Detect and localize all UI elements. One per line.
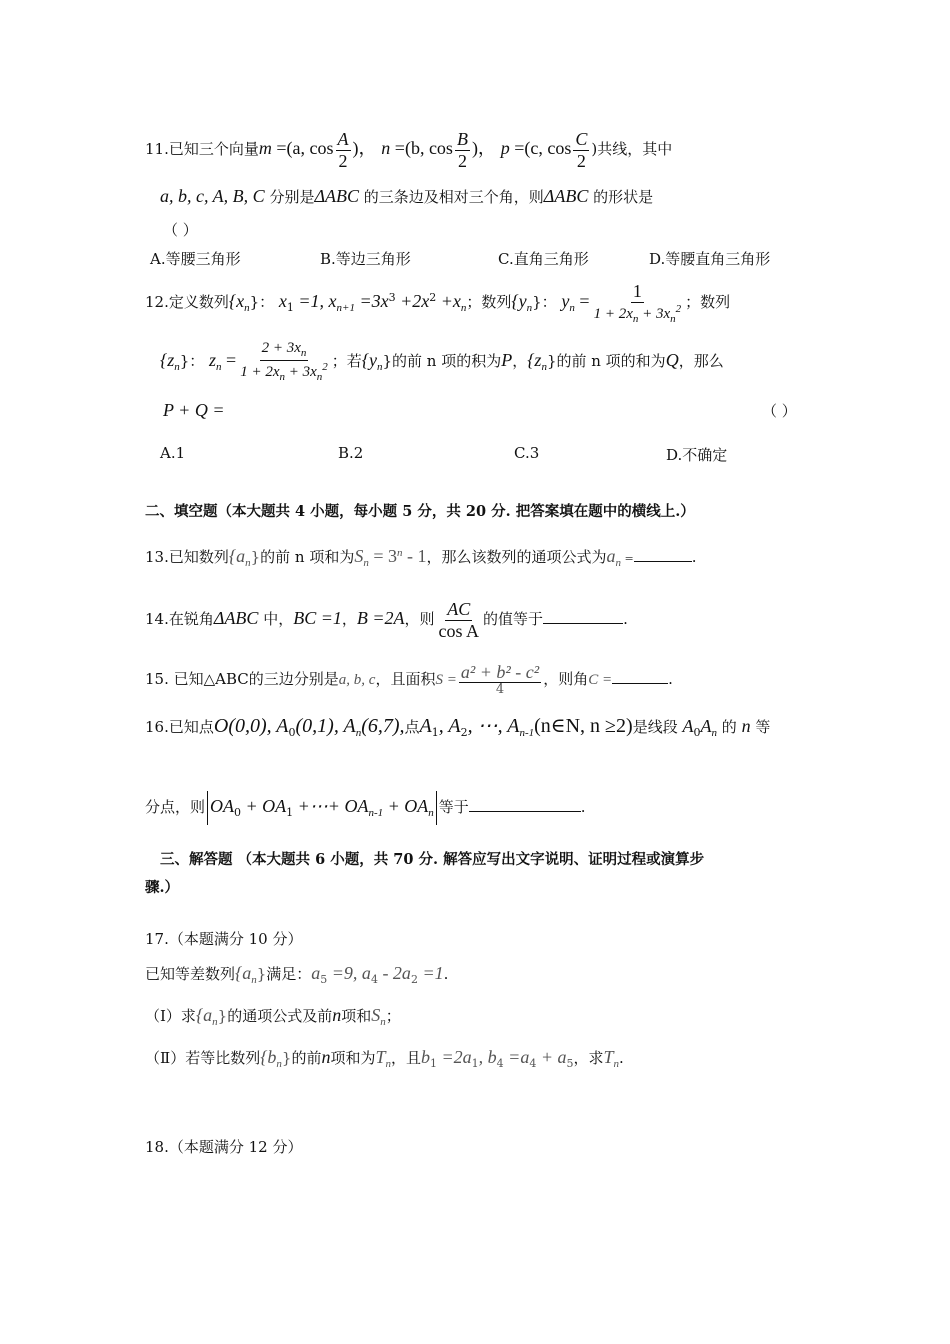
q12-number: 12. <box>145 293 169 311</box>
q11-answer-paren: （ ） <box>163 221 198 239</box>
q11-option-a: A.等腰三角形 <box>150 250 241 268</box>
q14-answer-blank[interactable] <box>543 623 623 624</box>
q14-line: 14.在锐角ΔABC 中，BC =1，B =2A，则 $\frac{AC}{\text{cos A}}$ 的值等于 . <box>145 598 628 641</box>
q16-line1: 16.已知点O(0,0), $A_0(0,1)$, $A_n(6,7)$,点$A_1$, $A_2$, ⋯, $A_{n-1}(n\in N$, n ≥2)是线段 $A_0A_n$ 的 n 等 <box>145 715 771 739</box>
q11-frac-a: $\frac{A}{2}$ <box>337 128 349 171</box>
q12-lead: 定义数列 <box>168 293 229 311</box>
q12-frac-z: $\frac{2 + 3x_n}{1 + 2x_n + 3x_n^2}$ <box>240 340 328 383</box>
q12-set-z: {z <box>160 350 175 370</box>
q13-set-a: {a <box>228 546 246 566</box>
q12-semi-1: ；数列 <box>466 293 512 311</box>
q17-part1: （Ⅰ）求$\{a_n\}$的通项公式及前n项和$S_n$； <box>145 1005 401 1028</box>
q12-answer-paren: （ ） <box>762 402 797 420</box>
q11-triangle-1: ΔABC <box>314 186 360 206</box>
q12-option-d: D.不确定 <box>666 446 728 464</box>
q17-part2: （Ⅱ）若等比数列$\{b_n\}$的前n项和为$T_n$，且$b_1 =2a_1$, $b_4 =a_4 + a_5$，求$T_n$. <box>145 1047 624 1070</box>
q13-answer-blank[interactable] <box>634 561 692 562</box>
q12-def-y: y <box>561 291 570 311</box>
q11-close-2: )， <box>471 138 496 158</box>
q16-answer-blank[interactable] <box>469 811 581 812</box>
q12-def-z: z <box>209 350 217 370</box>
q17-title: 17.（本题满分 10 分） <box>145 930 303 948</box>
q11-frac-b: $\frac{B}{2}$ <box>456 128 468 171</box>
q11-vector-m: m <box>258 138 272 158</box>
section-3-heading-line2: 骤.） <box>145 879 180 896</box>
q12-line2: $\{z_n\}$： $z_n$ = $\frac{2 + 3x_n}{1 + 2x_n + 3x_n^2}$ ；若$\{y_n\}$的前 n 项的积为P，$\{z_n\}$的前 n 项的和为Q，那么 <box>160 340 724 383</box>
q12-pq: P + Q = <box>163 400 225 420</box>
q11-line2 <box>160 186 653 207</box>
q11-triangle-2: ΔABC <box>543 186 589 206</box>
q11-tail: )共线，其中 <box>591 140 673 158</box>
q12-option-c: C.3 <box>514 444 540 462</box>
q11-lead: 已知三个向量 <box>168 140 259 158</box>
q11-close: )， <box>352 138 377 158</box>
q15-frac: $\frac{\text{a² + b² - c²}}{4}$ <box>460 661 540 698</box>
q11-line2-text3: 的形状是 <box>588 188 654 206</box>
section-3-heading: 三、解答题 （本大题共 6 小题，共 70 分. 解答应写出文字说明、证明过程或演算步 <box>160 851 705 868</box>
q12-option-b: B.2 <box>338 444 364 462</box>
q12-option-a: A.1 <box>160 444 186 462</box>
q11-frac-c: $\frac{C}{2}$ <box>575 128 588 171</box>
q11-vector-n-open: =(b, cos <box>390 138 453 158</box>
q12-line1: 12.定义数列$\{x_n\}$： $x_1 =1$, $x_{n+1} =3x^3 +2x^2 +x_n$；数列$\{y_n\}$： $y_n$ = $\frac{1}{1 + 2x_n + 3x_n^2}$ ；数列 <box>145 280 731 325</box>
q11-option-b: B.等边三角形 <box>320 250 411 268</box>
q11-line2-text1: 分别是 <box>264 188 315 206</box>
q12-colon-1: }： <box>249 293 275 311</box>
q11-line2-math: a, b, c, A, B, C <box>160 186 265 206</box>
q17-line1: 已知等差数列$\{a_n\}$满足：$a_5 =9$, $a_4 - 2a_2 =1$. <box>145 963 449 986</box>
q14-frac: $\frac{AC}{\text{cos A}}$ <box>438 598 480 641</box>
q11-vector-p: p <box>500 138 510 158</box>
q12-frac-y: $\frac{1}{1 + 2x_n + 3x_n^2}$ <box>593 280 682 325</box>
q11-option-d: D.等腰直角三角形 <box>649 250 771 268</box>
q12-def-x: x <box>278 291 287 311</box>
q18-title: 18.（本题满分 12 分） <box>145 1138 303 1156</box>
q11-vector-p-open: =(c, cos <box>509 138 572 158</box>
q11-option-c: C.直角三角形 <box>498 250 589 268</box>
q15-answer-blank[interactable] <box>612 683 668 684</box>
q11-line1 <box>145 128 672 171</box>
q11-vector-m-open: =(a, cos <box>271 138 334 158</box>
q12-Q: Q <box>665 350 679 370</box>
section-2-heading: 二、填空题（本大题共 4 小题，每小题 5 分，共 20 分. 把答案填在题中的横线上.） <box>145 503 695 520</box>
q15-line: 15. 已知△ABC的三边分别是a, b, c，且面积S = $\frac{\text{a² + b² - c²}}{4}$ ，则角C = . <box>145 661 673 698</box>
q12-P: P <box>501 350 513 370</box>
q16-line2: 分点，则 $OA_0 + OA_1$ +⋯+ $OA_{n-1} + OA_n$ 等于 . <box>145 786 586 833</box>
q12-set-y: {y <box>511 291 527 311</box>
q13-line: 13.已知数列$\{a_n\}$的前 n 项和为$S_n = 3^n - 1$，那么该数列的通项公式为$a_n$ = . <box>145 546 697 569</box>
q12-set-x: {x <box>228 291 245 311</box>
q11-number: 11. <box>145 140 169 158</box>
q11-line2-text2: 的三条边及相对三个角，则 <box>359 188 544 206</box>
q11-vector-n: n <box>381 138 391 158</box>
